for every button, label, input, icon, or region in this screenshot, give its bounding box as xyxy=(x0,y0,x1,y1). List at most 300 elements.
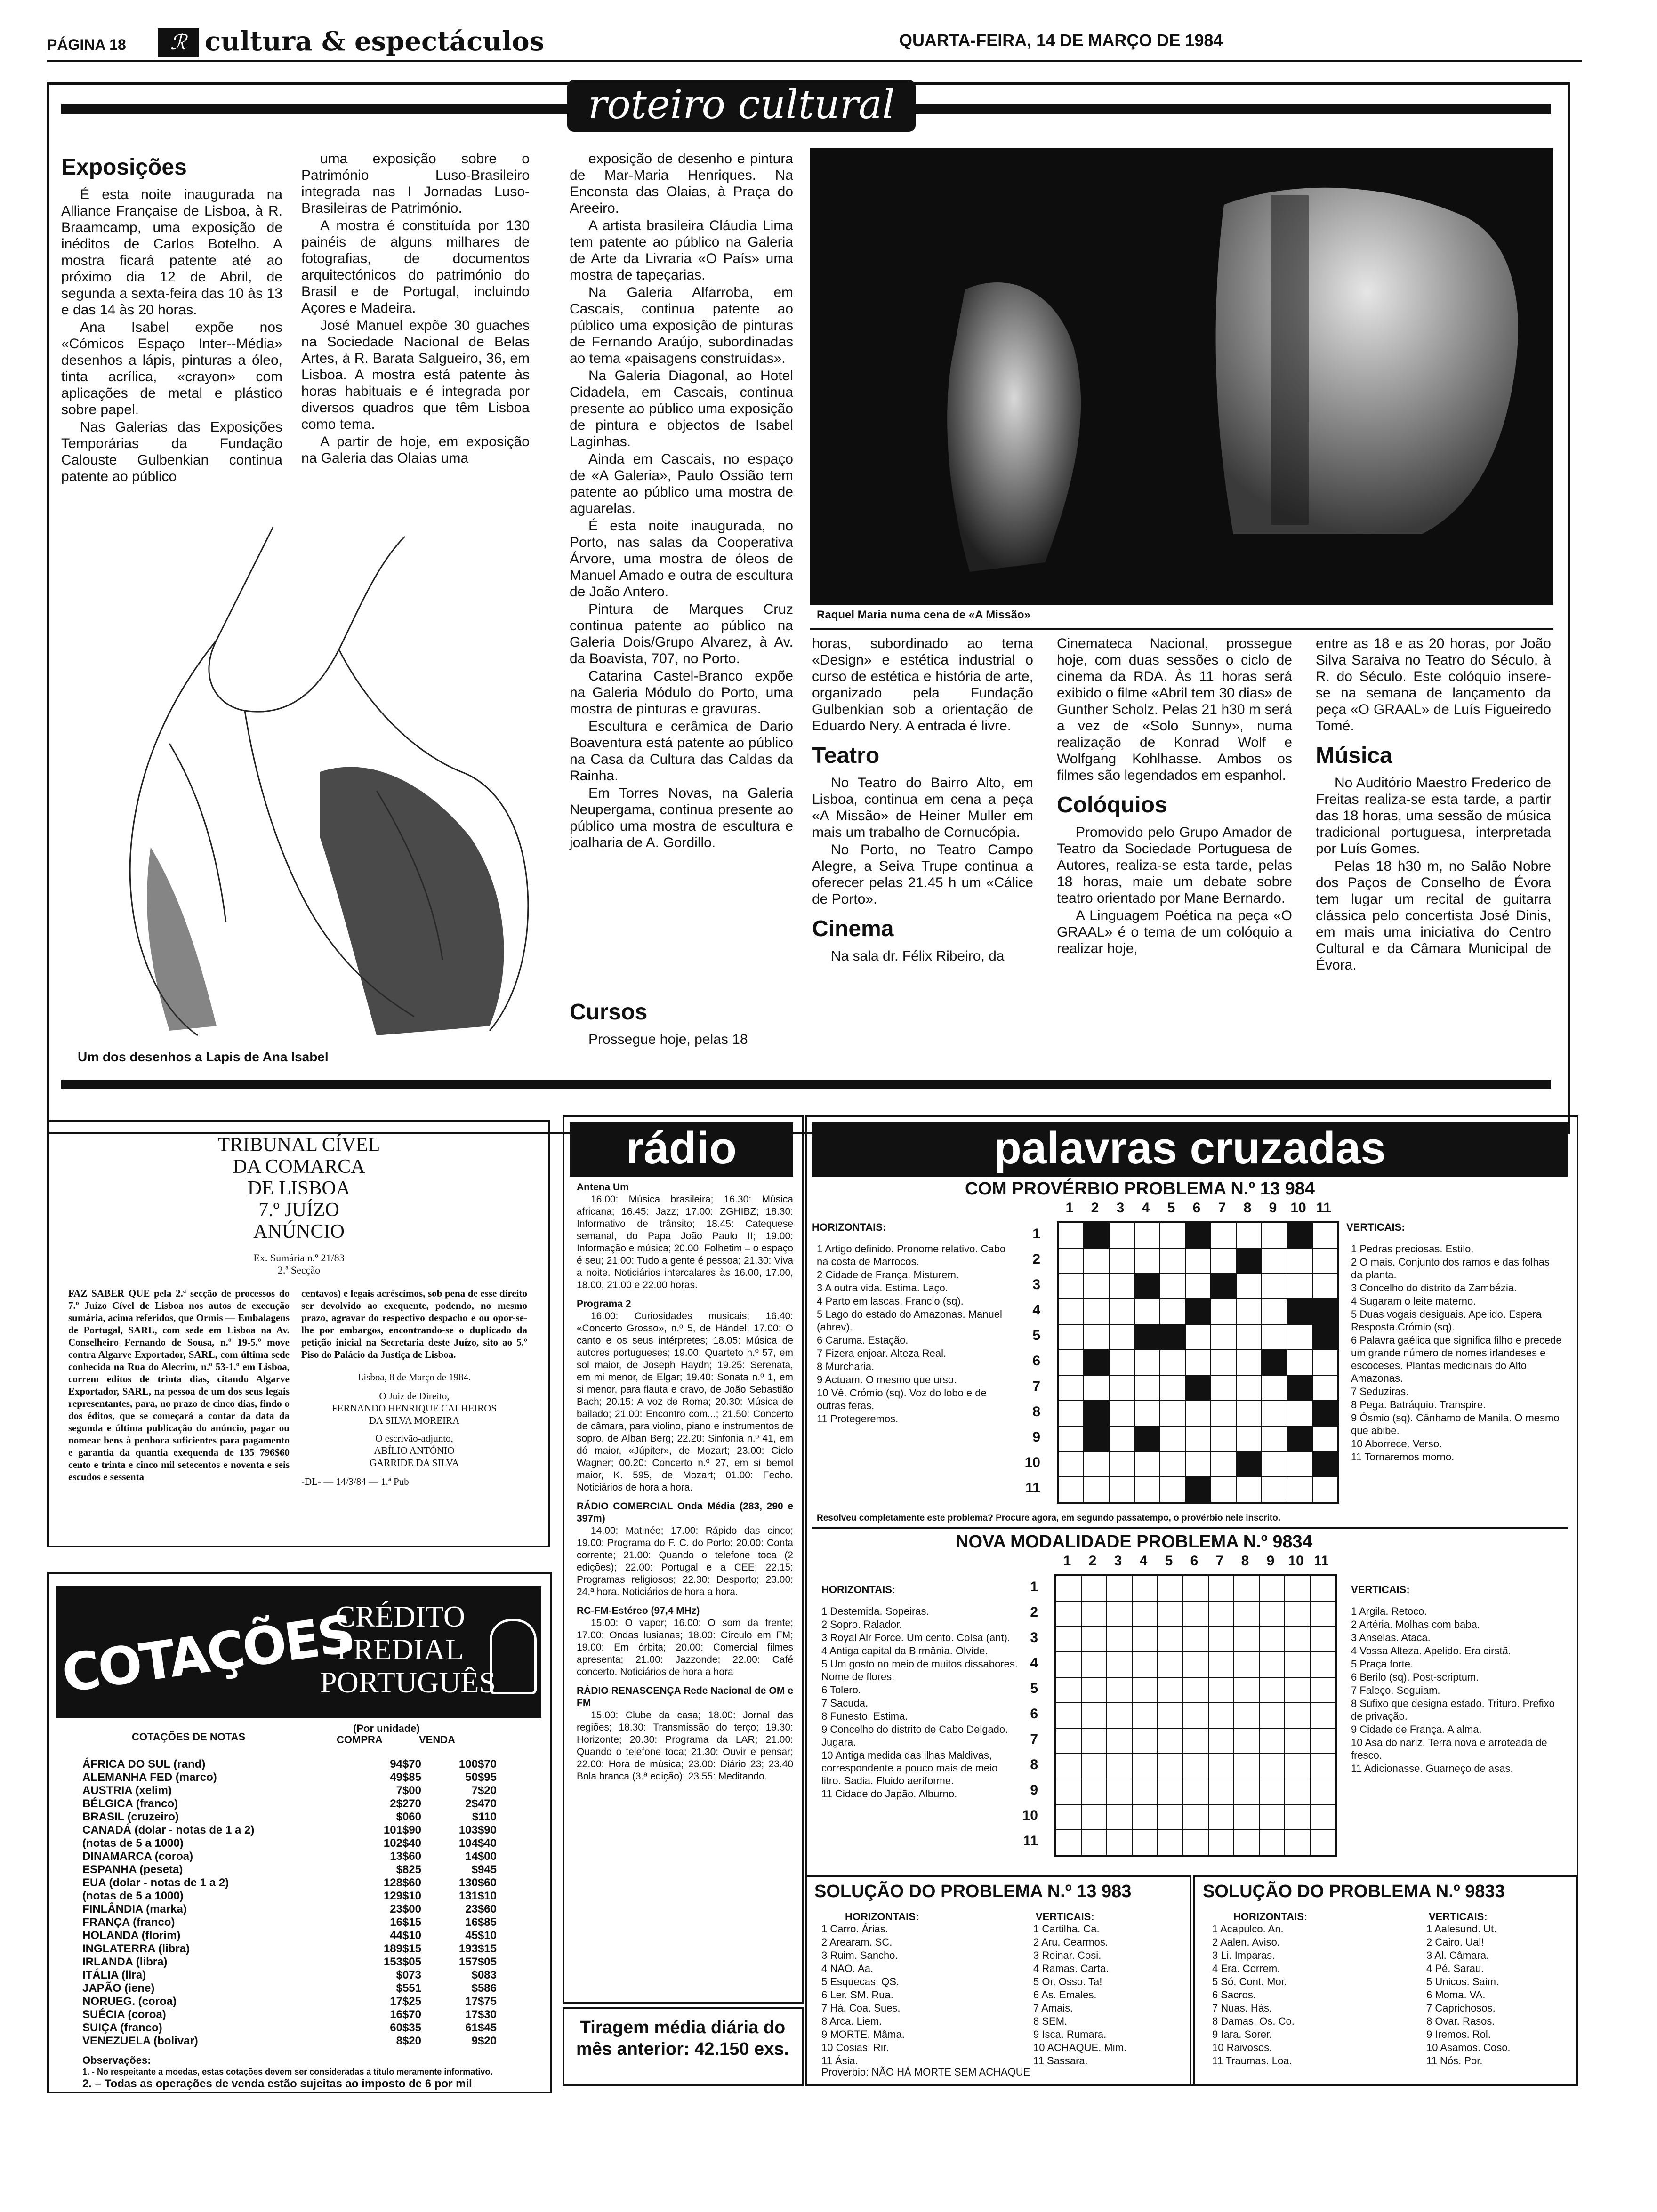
grid-cell[interactable] xyxy=(1262,1477,1287,1502)
grid-cell[interactable] xyxy=(1236,1299,1262,1324)
radio-title: rádio xyxy=(626,1123,737,1173)
grid-row-number: 10 xyxy=(1024,1455,1040,1470)
grid-cell[interactable] xyxy=(1185,1350,1211,1375)
grid-cell[interactable] xyxy=(1236,1477,1262,1502)
grid-cell[interactable] xyxy=(1287,1426,1312,1451)
grid-cell[interactable] xyxy=(1084,1223,1109,1248)
grid-cell[interactable] xyxy=(1234,1627,1259,1652)
grid-cell[interactable] xyxy=(1259,1830,1285,1855)
grid-cell[interactable] xyxy=(1185,1274,1211,1299)
grid-cell[interactable] xyxy=(1058,1350,1084,1375)
grid-cell[interactable] xyxy=(1158,1804,1183,1830)
grid-cell[interactable] xyxy=(1234,1601,1259,1627)
grid-cell[interactable] xyxy=(1236,1274,1262,1299)
grid-cell[interactable] xyxy=(1183,1754,1208,1779)
rate-sell: $083 xyxy=(471,1969,497,1981)
grid-cell[interactable] xyxy=(1109,1299,1134,1324)
rate-row xyxy=(82,2021,506,2035)
grid-cell[interactable] xyxy=(1312,1375,1338,1401)
grid-cell[interactable] xyxy=(1262,1451,1287,1477)
grid-cell[interactable] xyxy=(1211,1401,1236,1426)
grid-cell[interactable] xyxy=(1158,1779,1183,1804)
grid-cell[interactable] xyxy=(1160,1375,1185,1401)
grid-cell[interactable] xyxy=(1132,1677,1158,1703)
grid-cell[interactable] xyxy=(1259,1728,1285,1754)
grid-cell[interactable] xyxy=(1262,1324,1287,1350)
grid-cell[interactable] xyxy=(1262,1401,1287,1426)
grid-cell[interactable] xyxy=(1058,1274,1084,1299)
grid-cell[interactable] xyxy=(1084,1248,1109,1274)
grid-cell[interactable] xyxy=(1208,1677,1234,1703)
grid-cell[interactable] xyxy=(1234,1754,1259,1779)
grid-cell[interactable] xyxy=(1208,1652,1234,1677)
grid-cell[interactable] xyxy=(1081,1601,1107,1627)
grid-cell[interactable] xyxy=(1109,1274,1134,1299)
grid-cell[interactable] xyxy=(1185,1248,1211,1274)
grid-cell[interactable] xyxy=(1081,1677,1107,1703)
grid-cell[interactable] xyxy=(1084,1324,1109,1350)
grid-cell[interactable] xyxy=(1312,1248,1338,1274)
grid-cell[interactable] xyxy=(1287,1223,1312,1248)
grid-cell[interactable] xyxy=(1234,1576,1259,1601)
grid-cell[interactable] xyxy=(1132,1576,1158,1601)
clue: 2 Aru. Cearmos. xyxy=(1033,1936,1108,1948)
grid-cell[interactable] xyxy=(1287,1451,1312,1477)
puzzle2-horizontais xyxy=(821,1605,1019,1801)
grid-cell[interactable] xyxy=(1310,1652,1335,1677)
grid-cell[interactable] xyxy=(1183,1703,1208,1728)
grid-cell[interactable] xyxy=(1183,1728,1208,1754)
grid-cell[interactable] xyxy=(1285,1779,1310,1804)
grid-cell[interactable] xyxy=(1134,1426,1160,1451)
grid-cell[interactable] xyxy=(1081,1754,1107,1779)
grid-cell[interactable] xyxy=(1234,1677,1259,1703)
grid-cell[interactable] xyxy=(1056,1677,1081,1703)
puzzle2-grid[interactable] xyxy=(1054,1574,1337,1857)
grid-cell[interactable] xyxy=(1310,1627,1335,1652)
grid-cell[interactable] xyxy=(1310,1754,1335,1779)
grid-cell[interactable] xyxy=(1158,1601,1183,1627)
grid-cell[interactable] xyxy=(1107,1601,1132,1627)
grid-cell[interactable] xyxy=(1211,1324,1236,1350)
grid-cell[interactable] xyxy=(1211,1274,1236,1299)
rate-sell: 23$60 xyxy=(465,1903,497,1915)
grid-cell[interactable] xyxy=(1259,1804,1285,1830)
grid-cell[interactable] xyxy=(1312,1401,1338,1426)
rate-buy: 128$60 xyxy=(383,1876,421,1889)
grid-cell[interactable] xyxy=(1109,1324,1134,1350)
grid-col-number: 3 xyxy=(1116,1200,1125,1216)
rate-buy: $825 xyxy=(396,1863,421,1876)
clue: 10 Vê. Crómio (sq). Voz do lobo e de outras feras. xyxy=(817,1387,987,1411)
grid-cell[interactable] xyxy=(1310,1804,1335,1830)
grid-cell[interactable] xyxy=(1134,1299,1160,1324)
grid-cell[interactable] xyxy=(1185,1451,1211,1477)
paragraph: No Teatro do Bairro Alto, em Lisboa, continua em cena a peça «A Missão» de Heiner Muller em mais um trabalho de Cornucópia. xyxy=(812,775,1033,840)
grid-cell[interactable] xyxy=(1185,1223,1211,1248)
grid-cell[interactable] xyxy=(1160,1401,1185,1426)
grid-cell[interactable] xyxy=(1287,1274,1312,1299)
grid-cell[interactable] xyxy=(1109,1248,1134,1274)
grid-cell[interactable] xyxy=(1160,1350,1185,1375)
grid-cell[interactable] xyxy=(1211,1248,1236,1274)
grid-cell[interactable] xyxy=(1107,1677,1132,1703)
grid-cell[interactable] xyxy=(1107,1804,1132,1830)
grid-cell[interactable] xyxy=(1107,1728,1132,1754)
grid-cell[interactable] xyxy=(1081,1804,1107,1830)
puzzle2-v-heading: VERTICAIS: xyxy=(1351,1584,1410,1595)
grid-cell[interactable] xyxy=(1234,1703,1259,1728)
grid-cell[interactable] xyxy=(1211,1223,1236,1248)
currency: ESPANHA (peseta) xyxy=(82,1863,183,1876)
crosswords-title: palavras cruzadas xyxy=(994,1123,1386,1173)
grid-cell[interactable] xyxy=(1236,1426,1262,1451)
grid-cell[interactable] xyxy=(1109,1401,1134,1426)
rate-row xyxy=(82,1863,506,1876)
grid-cell[interactable] xyxy=(1058,1324,1084,1350)
grid-cell[interactable] xyxy=(1310,1576,1335,1601)
grid-cell[interactable] xyxy=(1259,1703,1285,1728)
grid-cell[interactable] xyxy=(1312,1299,1338,1324)
grid-cell[interactable] xyxy=(1262,1426,1287,1451)
grid-cell[interactable] xyxy=(1132,1627,1158,1652)
grid-cell[interactable] xyxy=(1134,1274,1160,1299)
grid-cell[interactable] xyxy=(1134,1451,1160,1477)
grid-cell[interactable] xyxy=(1132,1728,1158,1754)
rate-sell: $945 xyxy=(471,1863,497,1876)
grid-cell[interactable] xyxy=(1285,1804,1310,1830)
grid-cell[interactable] xyxy=(1056,1703,1081,1728)
grid-cell[interactable] xyxy=(1158,1703,1183,1728)
grid-cell[interactable] xyxy=(1211,1477,1236,1502)
grid-cell[interactable] xyxy=(1058,1477,1084,1502)
grid-cell[interactable] xyxy=(1208,1754,1234,1779)
grid-cell[interactable] xyxy=(1183,1627,1208,1652)
grid-cell[interactable] xyxy=(1132,1703,1158,1728)
station-name: Antena Um xyxy=(577,1182,629,1193)
grid-col-number: 6 xyxy=(1192,1200,1201,1216)
grid-cell[interactable] xyxy=(1107,1652,1132,1677)
grid-cell[interactable] xyxy=(1084,1274,1109,1299)
grid-cell[interactable] xyxy=(1208,1728,1234,1754)
grid-cell[interactable] xyxy=(1236,1451,1262,1477)
grid-cell[interactable] xyxy=(1285,1652,1310,1677)
grid-cell[interactable] xyxy=(1208,1576,1234,1601)
clue: 2 Sopro. Ralador. xyxy=(821,1619,902,1630)
grid-cell[interactable] xyxy=(1056,1804,1081,1830)
grid-cell[interactable] xyxy=(1058,1223,1084,1248)
grid-cell[interactable] xyxy=(1132,1601,1158,1627)
clue: 11 Cidade do Japão. Alburno. xyxy=(821,1788,957,1800)
grid-cell[interactable] xyxy=(1312,1451,1338,1477)
grid-cell[interactable] xyxy=(1109,1451,1134,1477)
grid-cell[interactable] xyxy=(1259,1601,1285,1627)
grid-cell[interactable] xyxy=(1183,1779,1208,1804)
grid-cell[interactable] xyxy=(1262,1248,1287,1274)
grid-cell[interactable] xyxy=(1310,1830,1335,1855)
tribunal-right xyxy=(301,1287,527,1488)
grid-cell[interactable] xyxy=(1312,1274,1338,1299)
grid-cell[interactable] xyxy=(1285,1728,1310,1754)
grid-cell[interactable] xyxy=(1058,1426,1084,1451)
cinema-heading: Cinema xyxy=(812,916,894,941)
grid-cell[interactable] xyxy=(1259,1754,1285,1779)
grid-cell[interactable] xyxy=(1160,1426,1185,1451)
grid-cell[interactable] xyxy=(1236,1375,1262,1401)
grid-cell[interactable] xyxy=(1134,1477,1160,1502)
grid-cell[interactable] xyxy=(1056,1652,1081,1677)
grid-cell[interactable] xyxy=(1158,1652,1183,1677)
grid-cell[interactable] xyxy=(1084,1375,1109,1401)
grid-cell[interactable] xyxy=(1312,1223,1338,1248)
grid-cell[interactable] xyxy=(1211,1451,1236,1477)
grid-cell[interactable] xyxy=(1084,1401,1109,1426)
grid-col-number: 1 xyxy=(1065,1200,1074,1216)
grid-cell[interactable] xyxy=(1208,1601,1234,1627)
grid-cell[interactable] xyxy=(1234,1830,1259,1855)
grid-cell[interactable] xyxy=(1081,1728,1107,1754)
grid-cell[interactable] xyxy=(1160,1299,1185,1324)
grid-cell[interactable] xyxy=(1312,1324,1338,1350)
clue: 5 Lago do estado do Amazonas. Manuel (abrev). xyxy=(817,1308,1002,1333)
grid-cell[interactable] xyxy=(1183,1601,1208,1627)
grid-cell[interactable] xyxy=(1134,1401,1160,1426)
grid-cell[interactable] xyxy=(1056,1754,1081,1779)
puzzle2-row-numbers xyxy=(1019,1574,1038,1854)
clue: 8 Pega. Batráquio. Transpire. xyxy=(1351,1399,1486,1411)
grid-cell[interactable] xyxy=(1107,1576,1132,1601)
grid-cell[interactable] xyxy=(1287,1324,1312,1350)
grid-cell[interactable] xyxy=(1285,1830,1310,1855)
rate-buy: 101$90 xyxy=(383,1824,421,1836)
grid-row-number: 2 xyxy=(1032,1251,1040,1267)
grid-cell[interactable] xyxy=(1310,1728,1335,1754)
grid-cell[interactable] xyxy=(1236,1350,1262,1375)
grid-row-number: 9 xyxy=(1032,1429,1040,1445)
clue: 5 Or. Osso. Ta! xyxy=(1033,1976,1102,1988)
grid-col-number: 5 xyxy=(1167,1200,1175,1216)
grid-cell[interactable] xyxy=(1285,1627,1310,1652)
grid-cell[interactable] xyxy=(1208,1627,1234,1652)
grid-cell[interactable] xyxy=(1084,1350,1109,1375)
grid-cell[interactable] xyxy=(1285,1754,1310,1779)
grid-cell[interactable] xyxy=(1158,1754,1183,1779)
grid-cell[interactable] xyxy=(1134,1223,1160,1248)
grid-cell[interactable] xyxy=(1158,1677,1183,1703)
grid-cell[interactable] xyxy=(1084,1451,1109,1477)
grid-cell[interactable] xyxy=(1081,1652,1107,1677)
grid-cell[interactable] xyxy=(1285,1703,1310,1728)
grid-cell[interactable] xyxy=(1160,1451,1185,1477)
grid-cell[interactable] xyxy=(1262,1375,1287,1401)
grid-cell[interactable] xyxy=(1285,1677,1310,1703)
puzzle2-h-heading: HORIZONTAIS: xyxy=(821,1584,896,1595)
grid-cell[interactable] xyxy=(1262,1299,1287,1324)
grid-cell[interactable] xyxy=(1185,1477,1211,1502)
grid-cell[interactable] xyxy=(1107,1830,1132,1855)
tribunal-line: DA COMARCA xyxy=(233,1156,365,1178)
grid-cell[interactable] xyxy=(1185,1324,1211,1350)
grid-cell[interactable] xyxy=(1285,1601,1310,1627)
grid-cell[interactable] xyxy=(1312,1426,1338,1451)
grid-cell[interactable] xyxy=(1160,1274,1185,1299)
grid-cell[interactable] xyxy=(1236,1324,1262,1350)
grid-cell[interactable] xyxy=(1185,1375,1211,1401)
grid-cell[interactable] xyxy=(1185,1426,1211,1451)
solution2-v-heading: VERTICAIS: xyxy=(1429,1911,1488,1923)
grid-cell[interactable] xyxy=(1134,1375,1160,1401)
grid-cell[interactable] xyxy=(1211,1426,1236,1451)
grid-cell[interactable] xyxy=(1211,1375,1236,1401)
paragraph: exposição de desenho e pintura de Mar-Maria Henriques. Na Enconsta das Olaias, à Praça do Areeiro. xyxy=(570,151,793,216)
currency: CANADÁ (dolar - notas de 1 a 2) xyxy=(82,1824,255,1836)
grid-cell[interactable] xyxy=(1211,1350,1236,1375)
grid-cell[interactable] xyxy=(1259,1627,1285,1652)
grid-cell[interactable] xyxy=(1158,1576,1183,1601)
grid-cell[interactable] xyxy=(1109,1350,1134,1375)
grid-cell[interactable] xyxy=(1262,1350,1287,1375)
clue: 4 Pé. Sarau. xyxy=(1426,1963,1484,1974)
grid-cell[interactable] xyxy=(1160,1477,1185,1502)
grid-cell[interactable] xyxy=(1058,1401,1084,1426)
exposicoes-col3 xyxy=(570,151,793,852)
grid-cell[interactable] xyxy=(1081,1627,1107,1652)
clue: 3 Ruim. Sancho. xyxy=(821,1949,898,1961)
rate-buy: 44$10 xyxy=(390,1929,421,1942)
grid-cell[interactable] xyxy=(1132,1804,1158,1830)
grid-cell[interactable] xyxy=(1109,1375,1134,1401)
grid-cell[interactable] xyxy=(1287,1401,1312,1426)
obs-line: 1. - No respeitante a moedas, estas cotações devem ser consideradas a título meramente informativo. xyxy=(82,2067,493,2076)
grid-cell[interactable] xyxy=(1208,1830,1234,1855)
grid-cell[interactable] xyxy=(1084,1426,1109,1451)
grid-cell[interactable] xyxy=(1056,1576,1081,1601)
grid-cell[interactable] xyxy=(1058,1299,1084,1324)
grid-cell[interactable] xyxy=(1234,1652,1259,1677)
grid-cell[interactable] xyxy=(1109,1477,1134,1502)
grid-cell[interactable] xyxy=(1236,1401,1262,1426)
grid-cell[interactable] xyxy=(1081,1830,1107,1855)
grid-cell[interactable] xyxy=(1109,1426,1134,1451)
grid-cell[interactable] xyxy=(1234,1779,1259,1804)
grid-cell[interactable] xyxy=(1236,1248,1262,1274)
grid-cell[interactable] xyxy=(1234,1728,1259,1754)
grid-cell[interactable] xyxy=(1081,1703,1107,1728)
grid-cell[interactable] xyxy=(1234,1804,1259,1830)
grid-cell[interactable] xyxy=(1312,1350,1338,1375)
grid-cell[interactable] xyxy=(1081,1576,1107,1601)
rate-sell: 193$15 xyxy=(458,1942,497,1955)
grid-cell[interactable] xyxy=(1132,1754,1158,1779)
grid-cell[interactable] xyxy=(1183,1652,1208,1677)
grid-cell[interactable] xyxy=(1160,1248,1185,1274)
grid-cell[interactable] xyxy=(1310,1703,1335,1728)
grid-cell[interactable] xyxy=(1107,1703,1132,1728)
grid-cell[interactable] xyxy=(1259,1576,1285,1601)
grid-cell[interactable] xyxy=(1132,1779,1158,1804)
grid-cell[interactable] xyxy=(1312,1477,1338,1502)
grid-cell[interactable] xyxy=(1285,1576,1310,1601)
grid-cell[interactable] xyxy=(1259,1677,1285,1703)
grid-cell[interactable] xyxy=(1183,1677,1208,1703)
grid-cell[interactable] xyxy=(1259,1652,1285,1677)
paragraph: Cinemateca Nacional, prossegue hoje, com duas sessões o ciclo de cinema da RDA. Às 11 horas será exibido o filme «Abril tem 30 dias» de Gunther Scholz. Pelas 21 h30 m será a vez de «Solo Sunny», numa realização de Konrad Wolf e Wolfgang Kohlhasse. Ambos os filmes são legendados em espanhol. xyxy=(1057,636,1292,783)
grid-cell[interactable] xyxy=(1160,1223,1185,1248)
rate-row xyxy=(82,1929,506,1942)
grid-cell[interactable] xyxy=(1132,1652,1158,1677)
raquel-maria-photo xyxy=(810,148,1553,605)
grid-cell[interactable] xyxy=(1287,1248,1312,1274)
grid-cell[interactable] xyxy=(1185,1299,1211,1324)
grid-cell[interactable] xyxy=(1185,1401,1211,1426)
rate-sell: 14$00 xyxy=(465,1850,497,1863)
grid-cell[interactable] xyxy=(1236,1223,1262,1248)
grid-cell[interactable] xyxy=(1158,1728,1183,1754)
grid-cell[interactable] xyxy=(1158,1627,1183,1652)
grid-cell[interactable] xyxy=(1310,1677,1335,1703)
grid-cell[interactable] xyxy=(1287,1477,1312,1502)
grid-cell[interactable] xyxy=(1208,1703,1234,1728)
grid-cell[interactable] xyxy=(1058,1248,1084,1274)
grid-cell[interactable] xyxy=(1183,1804,1208,1830)
grid-cell[interactable] xyxy=(1107,1754,1132,1779)
exposicoes-col2 xyxy=(301,151,530,467)
grid-cell[interactable] xyxy=(1081,1779,1107,1804)
grid-cell[interactable] xyxy=(1134,1248,1160,1274)
grid-cell[interactable] xyxy=(1084,1299,1109,1324)
grid-cell[interactable] xyxy=(1208,1779,1234,1804)
rate-row xyxy=(82,1797,506,1811)
grid-cell[interactable] xyxy=(1287,1299,1312,1324)
grid-cell[interactable] xyxy=(1132,1830,1158,1855)
paragraph: A artista brasileira Cláudia Lima tem patente ao público na Galeria de Arte da Livraria «O País» uma mostra de tapeçarias. xyxy=(570,218,793,283)
grid-cell[interactable] xyxy=(1056,1728,1081,1754)
grid-cell[interactable] xyxy=(1310,1601,1335,1627)
grid-cell[interactable] xyxy=(1109,1223,1134,1248)
puzzle1-grid[interactable] xyxy=(1057,1221,1339,1504)
grid-cell[interactable] xyxy=(1107,1627,1132,1652)
grid-cell[interactable] xyxy=(1287,1375,1312,1401)
grid-cell[interactable] xyxy=(1056,1779,1081,1804)
grid-cell[interactable] xyxy=(1211,1299,1236,1324)
grid-cell[interactable] xyxy=(1107,1779,1132,1804)
grid-cell[interactable] xyxy=(1208,1804,1234,1830)
grid-cell[interactable] xyxy=(1183,1830,1208,1855)
grid-cell[interactable] xyxy=(1134,1350,1160,1375)
clue: 6 Ler. SM. Rua. xyxy=(821,1989,893,2001)
grid-row-number: 8 xyxy=(1032,1404,1040,1419)
grid-cell[interactable] xyxy=(1056,1627,1081,1652)
grid-cell[interactable] xyxy=(1058,1451,1084,1477)
grid-cell[interactable] xyxy=(1158,1830,1183,1855)
grid-cell[interactable] xyxy=(1084,1477,1109,1502)
grid-cell[interactable] xyxy=(1183,1576,1208,1601)
grid-cell[interactable] xyxy=(1160,1324,1185,1350)
grid-cell[interactable] xyxy=(1262,1223,1287,1248)
grid-cell[interactable] xyxy=(1259,1779,1285,1804)
cotacoes-word: COTAÇÕES xyxy=(58,1603,357,1704)
clue: 5 Duas vogais desiguais. Apelido. Espera Resposta.Crómio (sq). xyxy=(1351,1308,1542,1333)
clue: 3 Reinar. Cosi. xyxy=(1033,1949,1102,1961)
grid-cell[interactable] xyxy=(1056,1601,1081,1627)
grid-cell[interactable] xyxy=(1287,1350,1312,1375)
grid-cell[interactable] xyxy=(1056,1830,1081,1855)
grid-cell[interactable] xyxy=(1134,1324,1160,1350)
grid-cell[interactable] xyxy=(1058,1375,1084,1401)
grid-cell[interactable] xyxy=(1262,1274,1287,1299)
rate-sell: 100$70 xyxy=(458,1758,497,1771)
grid-cell[interactable] xyxy=(1310,1779,1335,1804)
